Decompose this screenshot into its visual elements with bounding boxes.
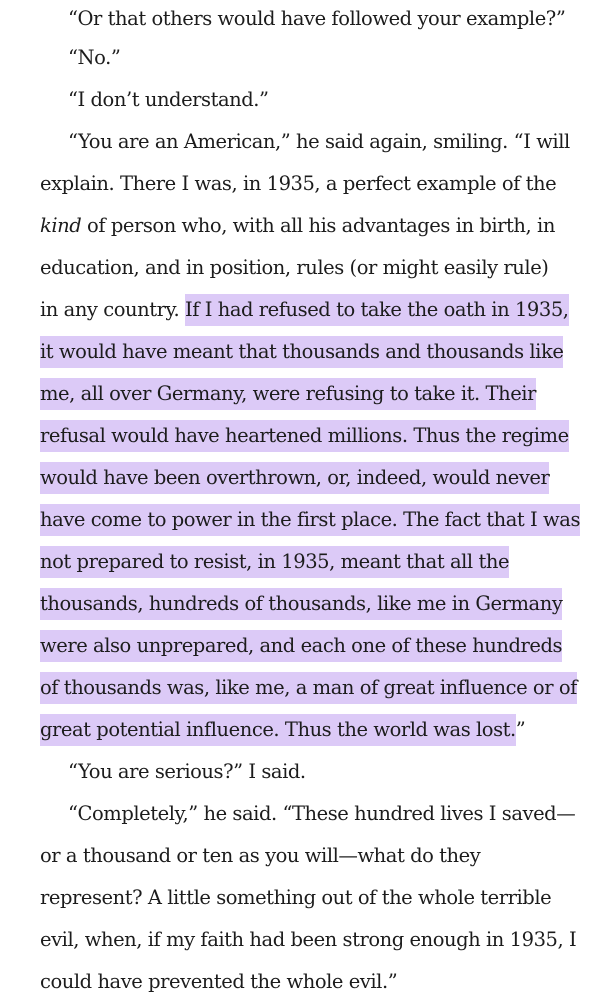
text-segment: “Completely,” he said. “These hundred lives I saved— <box>68 802 576 825</box>
highlighted-text[interactable]: were also unprepared, and each one of these hundreds <box>40 630 562 662</box>
text-line <box>40 373 536 415</box>
text-line <box>40 961 397 1000</box>
highlighted-text[interactable]: thousands, hundreds of thousands, like me in Germany <box>40 588 562 620</box>
text-line <box>40 247 548 289</box>
text-line <box>40 331 563 373</box>
text-segment: education, and in position, rules (or might easily rule) <box>40 256 549 279</box>
text-segment: in any country. <box>40 298 185 321</box>
text-line <box>40 583 562 625</box>
text-line <box>40 835 480 877</box>
text-segment: “Or that others would have followed your example?” <box>68 7 566 30</box>
text-segment: represent? A little something out of the whole terrible <box>40 886 552 909</box>
text-line <box>68 751 306 793</box>
text-segment: ” <box>515 718 526 741</box>
text-line <box>40 499 580 541</box>
text-line <box>40 667 577 709</box>
text-line <box>40 289 569 331</box>
text-line <box>68 0 565 40</box>
text-line <box>40 877 551 919</box>
text-segment: or a thousand or ten as you will—what do they <box>40 844 481 867</box>
text-segment: “I don’t understand.” <box>68 88 269 111</box>
highlighted-text[interactable]: it would have meant that thousands and thousands like <box>40 336 563 368</box>
text-line <box>40 919 576 961</box>
text-line <box>68 121 570 163</box>
highlighted-text[interactable]: of thousands was, like me, a man of great influence or of <box>40 672 577 704</box>
text-line <box>68 793 575 835</box>
text-line <box>40 415 569 457</box>
text-line <box>40 541 509 583</box>
highlighted-text[interactable]: great potential influence. Thus the world was lost. <box>40 714 516 746</box>
text-segment: could have prevented the whole evil.” <box>40 970 398 993</box>
text-segment: “No.” <box>68 46 121 69</box>
text-line <box>40 163 556 205</box>
text-line <box>40 709 525 751</box>
text-segment: “You are serious?” I said. <box>68 760 306 783</box>
highlighted-text[interactable]: not prepared to resist, in 1935, meant that all the <box>40 546 509 578</box>
text-line <box>40 457 549 499</box>
text-segment: explain. There I was, in 1935, a perfect example of the <box>40 172 557 195</box>
highlighted-text[interactable]: me, all over Germany, were refusing to take it. Their <box>40 378 536 410</box>
text-line <box>68 79 269 121</box>
highlighted-text[interactable]: refusal would have heartened millions. Thus the regime <box>40 420 569 452</box>
text-segment: “You are an American,” he said again, smiling. “I will <box>68 130 570 153</box>
highlighted-text[interactable]: would have been overthrown, or, indeed, would never <box>40 462 549 494</box>
text-line <box>40 625 562 667</box>
italic-text: kind <box>40 214 82 237</box>
text-line <box>68 37 120 79</box>
text-line <box>40 205 555 247</box>
highlighted-text[interactable]: have come to power in the first place. The fact that I was <box>40 504 580 536</box>
text-segment: evil, when, if my faith had been strong enough in 1935, I <box>40 928 577 951</box>
text-segment: of person who, with all his advantages in birth, in <box>81 214 555 237</box>
highlighted-text[interactable]: If I had refused to take the oath in 1935, <box>185 294 569 326</box>
